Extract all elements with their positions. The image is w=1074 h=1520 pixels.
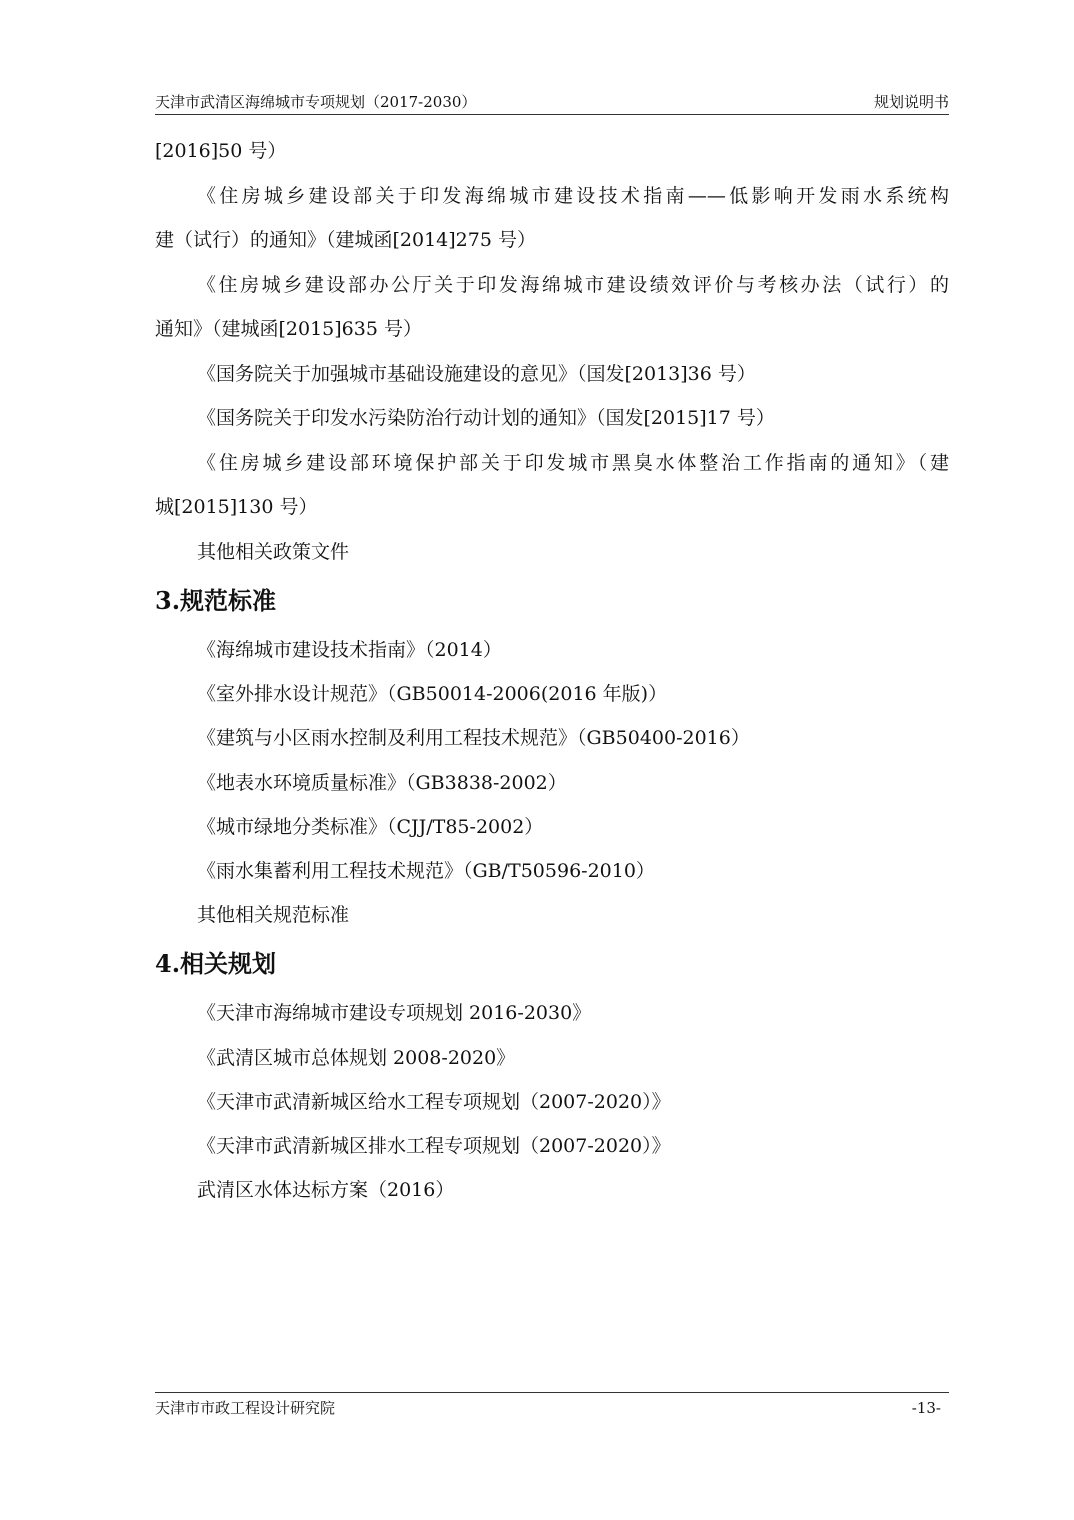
section-3-heading: 3.规范标准 xyxy=(155,586,277,615)
footer-organization: 天津市市政工程设计研究院 xyxy=(155,1399,336,1417)
section-4-list xyxy=(155,993,949,1214)
policy-doc-4: 《国务院关于印发水污染防治行动计划的通知》（国发[2015]17 号） xyxy=(197,407,775,429)
list-item: 《雨水集蓄利用工程技术规范》（GB/T50596-2010） xyxy=(197,859,655,882)
section-4-heading: 4.相关规划 xyxy=(155,949,277,979)
policy-doc-3: 《国务院关于加强城市基础设施建设的意见》（国发[2013]36 号） xyxy=(197,362,756,385)
list-item: 《天津市海绵城市建设专项规划 2016-2030》 xyxy=(197,1002,592,1025)
policy-doc-2-line-1: 《住房城乡建设部办公厅关于印发海绵城市建设绩效评价与考核办法（试行）的 xyxy=(197,273,949,296)
section-3-list xyxy=(155,630,949,939)
list-item: 《室外排水设计规范》（GB50014-2006(2016 年版)） xyxy=(197,683,668,706)
document-section: 规划说明书 xyxy=(873,93,949,111)
policy-continuation: [2016]50 号） xyxy=(155,140,287,162)
list-item: 其他相关规范标准 xyxy=(197,904,350,927)
page-number: -13- xyxy=(911,1399,941,1417)
policy-doc-5-line-1: 《住房城乡建设部环境保护部关于印发城市黑臭水体整治工作指南的通知》（建 xyxy=(197,451,949,474)
policy-doc-2-line-2: 通知》（建城函[2015]635 号） xyxy=(155,318,422,340)
policy-other: 其他相关政策文件 xyxy=(197,540,350,563)
list-item: 《海绵城市建设技术指南》（2014） xyxy=(197,639,502,661)
page-body xyxy=(155,131,949,1214)
policy-doc-1-line-1: 《住房城乡建设部关于印发海绵城市建设技术指南——低影响开发雨水系统构 xyxy=(197,184,949,207)
document-title: 天津市武清区海绵城市专项规划（2017-2030） xyxy=(155,93,477,111)
list-item: 《天津市武清新城区给水工程专项规划（2007-2020）》 xyxy=(197,1090,671,1113)
list-item: 《城市绿地分类标准》（CJJ/T85-2002） xyxy=(197,815,544,838)
page-footer xyxy=(155,1392,949,1417)
policy-doc-5-line-2: 城[2015]130 号） xyxy=(155,496,318,518)
policy-doc-1-line-2: 建（试行）的通知》（建城函[2014]275 号） xyxy=(155,229,536,251)
list-item: 《武清区城市总体规划 2008-2020》 xyxy=(197,1046,516,1069)
list-item: 武清区水体达标方案（2016） xyxy=(197,1179,455,1202)
list-item: 《天津市武清新城区排水工程专项规划（2007-2020）》 xyxy=(197,1134,671,1157)
list-item: 《建筑与小区雨水控制及利用工程技术规范》（GB50400-2016） xyxy=(197,727,750,750)
page-header xyxy=(155,92,949,115)
list-item: 《地表水环境质量标准》（GB3838-2002） xyxy=(197,771,567,794)
